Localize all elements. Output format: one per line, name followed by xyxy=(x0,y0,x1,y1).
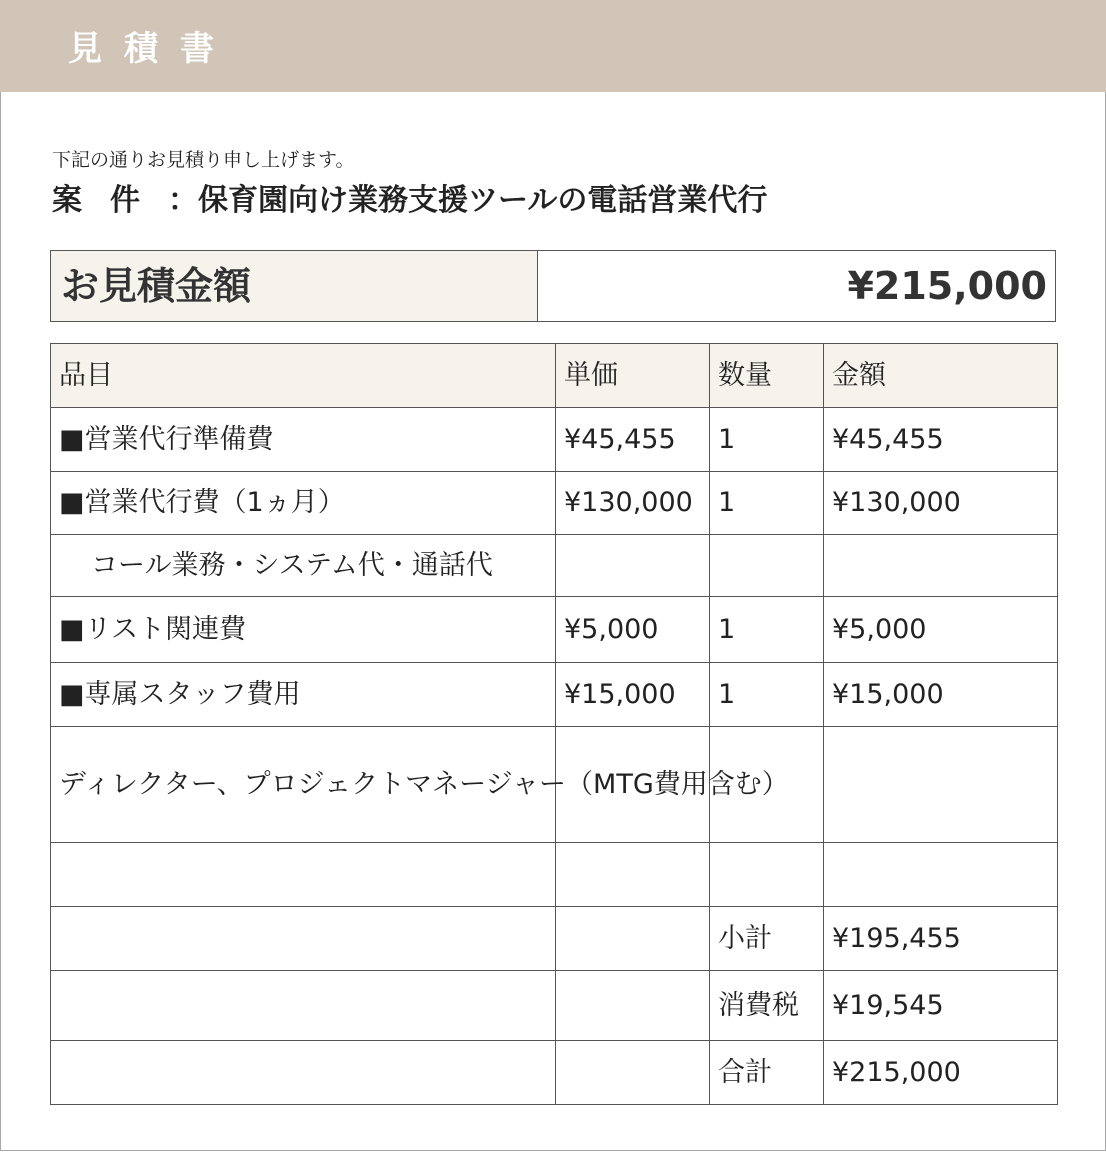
row-item xyxy=(51,843,556,907)
subject-line xyxy=(52,180,767,222)
estimate-total-value: ¥215,000 xyxy=(847,264,1047,308)
row-amount: ¥130,000 xyxy=(824,472,1058,535)
table-row xyxy=(51,535,1058,597)
table-row xyxy=(51,472,1058,535)
row-quantity: 1 xyxy=(710,472,824,535)
estimate-total-box xyxy=(50,250,1056,322)
estimate-total-label: お見積金額 xyxy=(51,251,538,321)
table-row xyxy=(51,597,1058,663)
table-row xyxy=(51,843,1058,907)
header-unit-price: 単価 xyxy=(556,344,710,408)
row-amount: ¥5,000 xyxy=(824,597,1058,663)
header-amount: 金額 xyxy=(824,344,1058,408)
row-item: ■営業代行準備費 xyxy=(51,408,556,472)
row-unit-price: ¥5,000 xyxy=(556,597,710,663)
header-quantity: 数量 xyxy=(710,344,824,408)
items-table xyxy=(50,343,1058,1105)
summary-row-subtotal xyxy=(51,907,1058,971)
row-item: ■専属スタッフ費用 xyxy=(51,663,556,727)
subtotal-value: ¥195,455 xyxy=(824,907,1058,971)
row-unit-price: ¥45,455 xyxy=(556,408,710,472)
row-amount xyxy=(824,843,1058,907)
row-item: ■営業代行費（1ヵ月） xyxy=(51,472,556,535)
row-amount xyxy=(824,727,1058,843)
summary-row-total xyxy=(51,1041,1058,1105)
subject-value: 保育園向け業務支援ツールの電話営業代行 xyxy=(198,183,768,218)
subtotal-label: 小計 xyxy=(710,907,824,971)
row-quantity xyxy=(710,843,824,907)
row-quantity: 1 xyxy=(710,597,824,663)
row-amount xyxy=(824,535,1058,597)
row-amount: ¥15,000 xyxy=(824,663,1058,727)
row-unit-price: ¥15,000 xyxy=(556,663,710,727)
row-quantity xyxy=(710,535,824,597)
row-item: ■リスト関連費 xyxy=(51,597,556,663)
row-unit-price: ¥130,000 xyxy=(556,472,710,535)
tax-value: ¥19,545 xyxy=(824,971,1058,1041)
table-row xyxy=(51,408,1058,472)
grand-total-value: ¥215,000 xyxy=(824,1041,1058,1105)
table-row xyxy=(51,663,1058,727)
header-item: 品目 xyxy=(51,344,556,408)
summary-row-tax xyxy=(51,971,1058,1041)
intro-text: 下記の通りお見積り申し上げます。 xyxy=(52,149,355,171)
table-row xyxy=(51,727,1058,843)
row-amount: ¥45,455 xyxy=(824,408,1058,472)
tax-label: 消費税 xyxy=(710,971,824,1041)
subject-label: 案件 xyxy=(52,183,168,218)
header-bar xyxy=(0,0,1106,92)
row-item-detail: コール業務・システム代・通話代 xyxy=(51,535,556,597)
row-item-detail: ディレクター、プロジェクトマネージャー（MTG費用含む） xyxy=(51,727,556,843)
document-title: 見積書 xyxy=(68,29,236,69)
grand-total-label: 合計 xyxy=(710,1041,824,1105)
row-quantity: 1 xyxy=(710,408,824,472)
row-unit-price xyxy=(556,843,710,907)
table-header-row xyxy=(51,344,1058,408)
subject-separator: ： xyxy=(168,183,198,218)
row-quantity: 1 xyxy=(710,663,824,727)
row-unit-price xyxy=(556,535,710,597)
